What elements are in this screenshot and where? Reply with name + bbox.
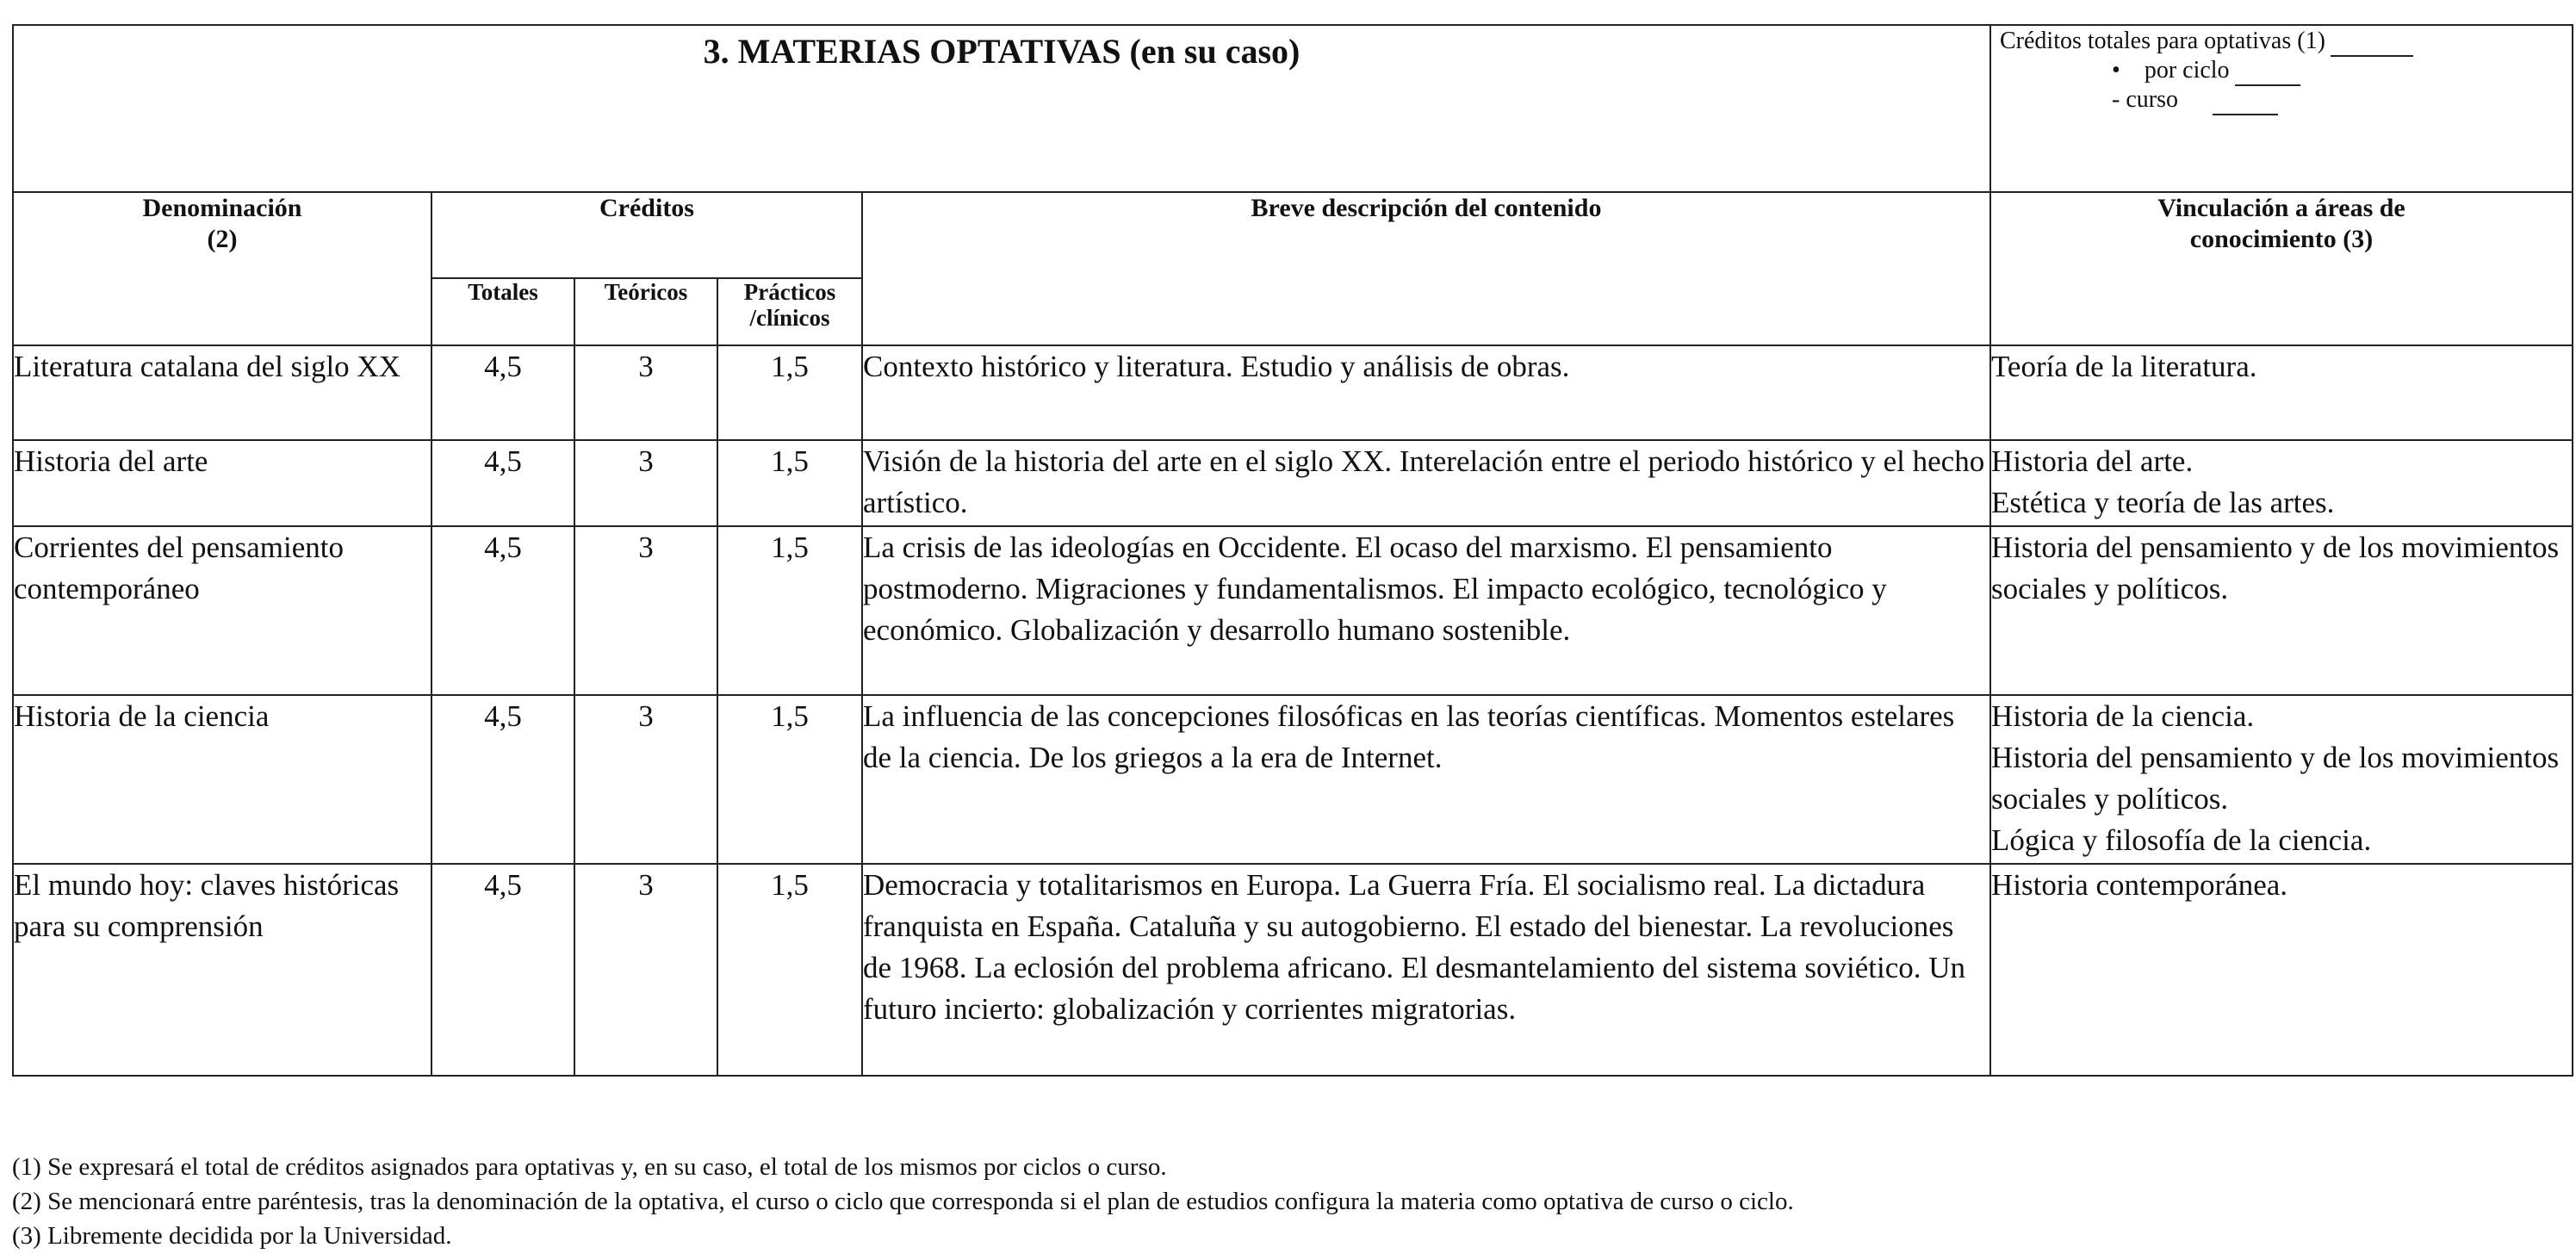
row-denominacion: Literatura catalana del siglo XX (13, 345, 431, 440)
row-teoricos: 3 (574, 864, 717, 1076)
row-teoricos: 3 (574, 526, 717, 695)
row-practicos: 1,5 (717, 440, 862, 526)
optativas-table (12, 24, 2573, 1077)
credit-curso-label: - curso (2112, 86, 2178, 113)
row-teoricos: 3 (574, 695, 717, 864)
header-descripcion: Breve descripción del contenido (862, 192, 1990, 345)
row-areas (1990, 695, 2573, 864)
row-denominacion: Historia de la ciencia (13, 695, 431, 864)
area-item: Historia del pensamiento y de los movimientos sociales y políticos. (1991, 741, 2560, 816)
optativas-form (12, 24, 2572, 1077)
row-practicos: 1,5 (717, 864, 862, 1076)
header-practicos (717, 278, 862, 345)
row-denominacion: Corrientes del pensamiento contemporáneo (13, 526, 431, 695)
row-practicos: 1,5 (717, 345, 862, 440)
row-totales: 4,5 (431, 440, 574, 526)
area-item: Lógica y filosofía de la ciencia. (1991, 823, 2372, 857)
row-practicos: 1,5 (717, 695, 862, 864)
row-totales: 4,5 (431, 526, 574, 695)
credit-curso-blank (2213, 86, 2278, 115)
area-item: Historia contemporánea. (1991, 868, 2288, 902)
row-teoricos: 3 (574, 345, 717, 440)
footnote-1: (1) Se expresará el total de créditos asignados para optativas y, en su caso, el total de los mismos por ciclos o curso. (12, 1153, 1167, 1181)
row-descripcion: La influencia de las concepciones filosóficas en las teorías científicas. Momentos estelares de la ciencia. De los griegos a la era de Internet. (862, 695, 1990, 864)
row-totales: 4,5 (431, 864, 574, 1076)
credit-box (1990, 25, 2573, 192)
credit-total-label: Créditos totales para optativas (1) (2000, 28, 2325, 54)
header-totales: Totales (431, 278, 574, 345)
footnote-3: (3) Libremente decidida por la Universidad. (12, 1222, 452, 1250)
row-denominacion: El mundo hoy: claves históricas para su comprensión (13, 864, 431, 1076)
row-descripcion: La crisis de las ideologías en Occidente. El ocaso del marxismo. El pensamiento postmoderno. Migraciones y fundamentalismos. El impacto ecológico, tecnológico y económico. Globalización y desarrollo humano sostenible. (862, 526, 1990, 695)
header-denominacion-label: Denominación (142, 194, 302, 222)
header-denominacion-note: (2) (207, 225, 238, 253)
bullet: • (2112, 57, 2145, 84)
row-areas (1990, 440, 2573, 526)
table-row (13, 864, 2573, 1076)
header-practicos-line2: /clínicos (749, 305, 830, 331)
table-row (13, 440, 2573, 526)
credit-total-blank (2331, 28, 2413, 57)
page-title: 3. MATERIAS OPTATIVAS (en su caso) (703, 32, 1300, 71)
row-areas (1990, 345, 2573, 440)
row-totales: 4,5 (431, 695, 574, 864)
row-descripcion: Visión de la historia del arte en el siglo XX. Interelación entre el periodo histórico y el hecho artístico. (862, 440, 1990, 526)
row-descripcion: Contexto histórico y literatura. Estudio y análisis de obras. (862, 345, 1990, 440)
row-totales: 4,5 (431, 345, 574, 440)
row-teoricos: 3 (574, 440, 717, 526)
table-row (13, 695, 2573, 864)
header-creditos: Créditos (431, 192, 862, 278)
header-teoricos: Teóricos (574, 278, 717, 345)
area-item: Historia del pensamiento y de los movimientos sociales y políticos. (1991, 531, 2560, 605)
footnotes (12, 1150, 1794, 1253)
area-item: Estética y teoría de las artes. (1991, 486, 2335, 519)
area-item: Teoría de la literatura. (1991, 350, 2257, 383)
header-vinculacion (1990, 192, 2573, 345)
row-areas (1990, 864, 2573, 1076)
table-row (13, 526, 2573, 695)
header-practicos-line1: Prácticos (743, 279, 836, 305)
table-row (13, 345, 2573, 440)
title-cell (13, 25, 1990, 192)
header-denominacion (13, 192, 431, 345)
row-denominacion: Historia del arte (13, 440, 431, 526)
header-vinculacion-line1: Vinculación a áreas de (2157, 194, 2405, 222)
row-areas (1990, 526, 2573, 695)
header-vinculacion-line2: conocimiento (3) (2189, 225, 2374, 253)
area-item: Historia de la ciencia. (1991, 699, 2255, 733)
row-descripcion: Democracia y totalitarismos en Europa. La Guerra Fría. El socialismo real. La dictadura franquista en España. Cataluña y su autogobierno. El estado del bienestar. La revoluciones de 1968. La eclosión del problema africano. El desmantelamiento del sistema soviético. Un futuro incierto: globalización y corrientes migratorias. (862, 864, 1990, 1076)
credit-ciclo-blank (2235, 57, 2300, 86)
row-practicos: 1,5 (717, 526, 862, 695)
credit-ciclo-label: por ciclo (2144, 57, 2230, 84)
area-item: Historia del arte. (1991, 444, 2194, 478)
footnote-2: (2) Se mencionará entre paréntesis, tras la denominación de la optativa, el curso o ciclo que corresponda si el plan de estudios configura la materia como optativa de curso o ciclo. (12, 1188, 1794, 1215)
